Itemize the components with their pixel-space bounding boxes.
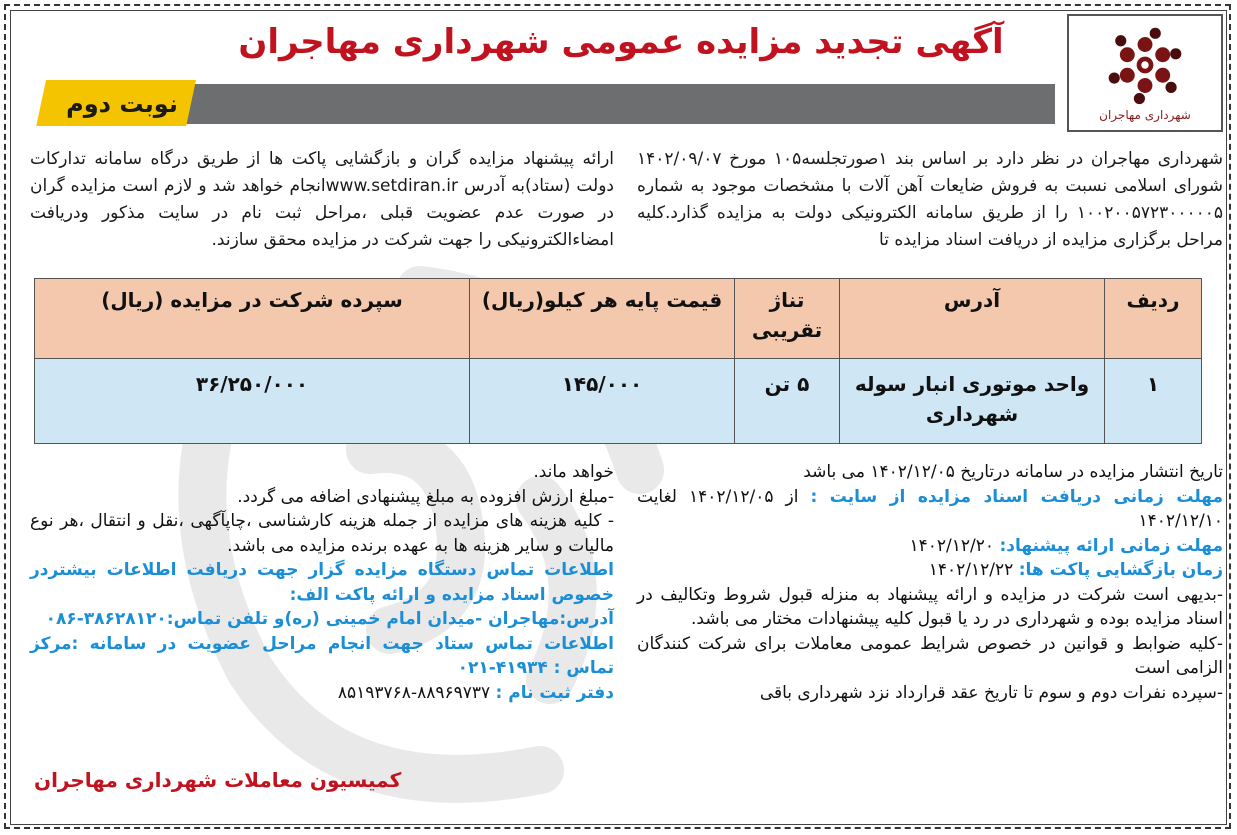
cell-tonnage: ۵ تن [735,359,840,444]
registry-office [30,681,614,706]
publish-date-text: تاریخ انتشار مزایده در سامانه درتاریخ ۱۴۰۲/۱۲/۰۵ می باشد [803,462,1223,482]
continuation-text: خواهد ماند. [533,462,614,482]
page-title: آگهی تجدید مزایده عمومی شهرداری مهاجران [238,22,1004,62]
header-gray-bar [46,84,1055,124]
header-address: آدرس [840,279,1105,359]
clause-regulations: -کلیه ضوابط و قوانین در خصوص شرایط عمومی معاملات برای شرکت کنندگان الزامی است [637,633,1223,678]
logo-caption: شهرداری مهاجران [1099,108,1191,122]
opening-date [637,558,1223,583]
signature: کمیسیون معاملات شهرداری مهاجران [34,768,402,792]
details-right-column [637,460,1223,705]
opening-date-label: زمان بازگشایی پاکت ها: [1018,560,1223,580]
round-label: نوبت دوم [66,90,178,118]
costs-note: - کلیه هزینه های مزایده از جمله هزینه کارشناسی ،چاپآگهی ،نقل و انتقال ،هر نوع مالیات و سایر هزینه ها به عهده برنده مزایده می باشد. [30,511,614,556]
cell-address: واحد موتوری انبار سوله شهرداری [840,359,1105,444]
municipality-logo [1067,14,1223,132]
clause-deposit-retention: -سپرده نفرات دوم و سوم تا تاریخ عقد قرارداد نزد شهرداری باقی [759,682,1223,703]
header-row-number: ردیف [1105,279,1202,359]
clause-acceptance: -بدیهی است شرکت در مزایده و ارائه پیشنهاد به منزله قبول شروط وتکالیف در اسناد مزایده بوده و شهرداری در رد یا قبول کلیه پیشنهادات مختار می باشد. [637,584,1223,629]
docs-deadline [637,485,1223,534]
opening-date-value: ۱۴۰۲/۱۲/۲۲ [928,560,1014,580]
vat-note: -مبلغ ارزش افزوده به مبلغ پیشنهادی اضافه می گردد. [237,486,614,507]
cell-row-number: ۱ [1105,359,1202,444]
header-tonnage: تناژ تقریبی [735,279,840,359]
registry-value: ۸۸۹۶۹۷۳۷-۸۵۱۹۳۷۶۸ [337,682,491,703]
table-header-row [35,279,1202,359]
registry-label: دفتر ثبت نام : [495,682,614,703]
contact-address: آدرس:مهاجران -میدان امام خمینی (ره)و تلفن تماس:۳۸۶۲۸۱۲۰-۰۸۶ [45,609,614,629]
offer-deadline-label: مهلت زمانی ارائه پیشنهاد: [999,535,1223,556]
contact-heading: اطلاعات تماس دستگاه مزایده گزار جهت دریافت اطلاعات بیشتردر خصوص اسناد مزایده و ارائه پاکت الف: [30,560,614,605]
cell-base-price: ۱۴۵/۰۰۰ [470,359,735,444]
rosette-icon [1097,24,1193,106]
header-deposit: سپرده شرکت در مزایده (ریال) [35,279,470,359]
auction-table [34,278,1202,444]
intro-paragraph-left: ارائه پیشنهاد مزایده گران و بازگشایی پاکت ها از طریق درگاه سامانه تدارکات دولت (ستاد)به آدرس www.setdiran.irانجام خواهد شد و لازم است مزایده گران در صورت عدم عضویت قبلی ،مراحل ثبت نام در سایت مذکور ودریافت امضاءالکترونیکی را جهت شرکت در مزایده محقق سازند. [30,149,615,250]
setad-contact: اطلاعات تماس ستاد جهت انجام مراحل عضویت در سامانه :مرکز تماس : ۴۱۹۳۴-۰۲۱ [30,633,614,678]
docs-deadline-value: از ۱۴۰۲/۱۲/۰۵ لغایت ۱۴۰۲/۱۲/۱۰ [637,486,1223,531]
details-left-column [30,460,614,705]
header-base-price: قیمت پایه هر کیلو(ریال) [470,279,735,359]
intro-paragraph-right: شهرداری مهاجران در نظر دارد بر اساس بند ۱صورتجلسه۱۰۵ مورخ ۱۴۰۲/۰۹/۰۷ شورای اسلامی نسبت به فروش ضایعات آهن آلات با مشخصات موجود به شماره ۱۰۰۲۰۰۵۷۲۳۰۰۰۰۰۵ را از طریق سامانه الکترونیکی دولت به مزایده گذارد.کلیه مراحل برگزاری مزایده از دریافت اسناد مزایده تا [637,149,1223,250]
table-row [35,359,1202,444]
cell-deposit: ۳۶/۲۵۰/۰۰۰ [35,359,470,444]
docs-deadline-label: مهلت زمانی دریافت اسناد مزایده از سایت : [810,486,1224,507]
offer-deadline [637,534,1223,559]
offer-deadline-value: ۱۴۰۲/۱۲/۲۰ [909,535,995,556]
